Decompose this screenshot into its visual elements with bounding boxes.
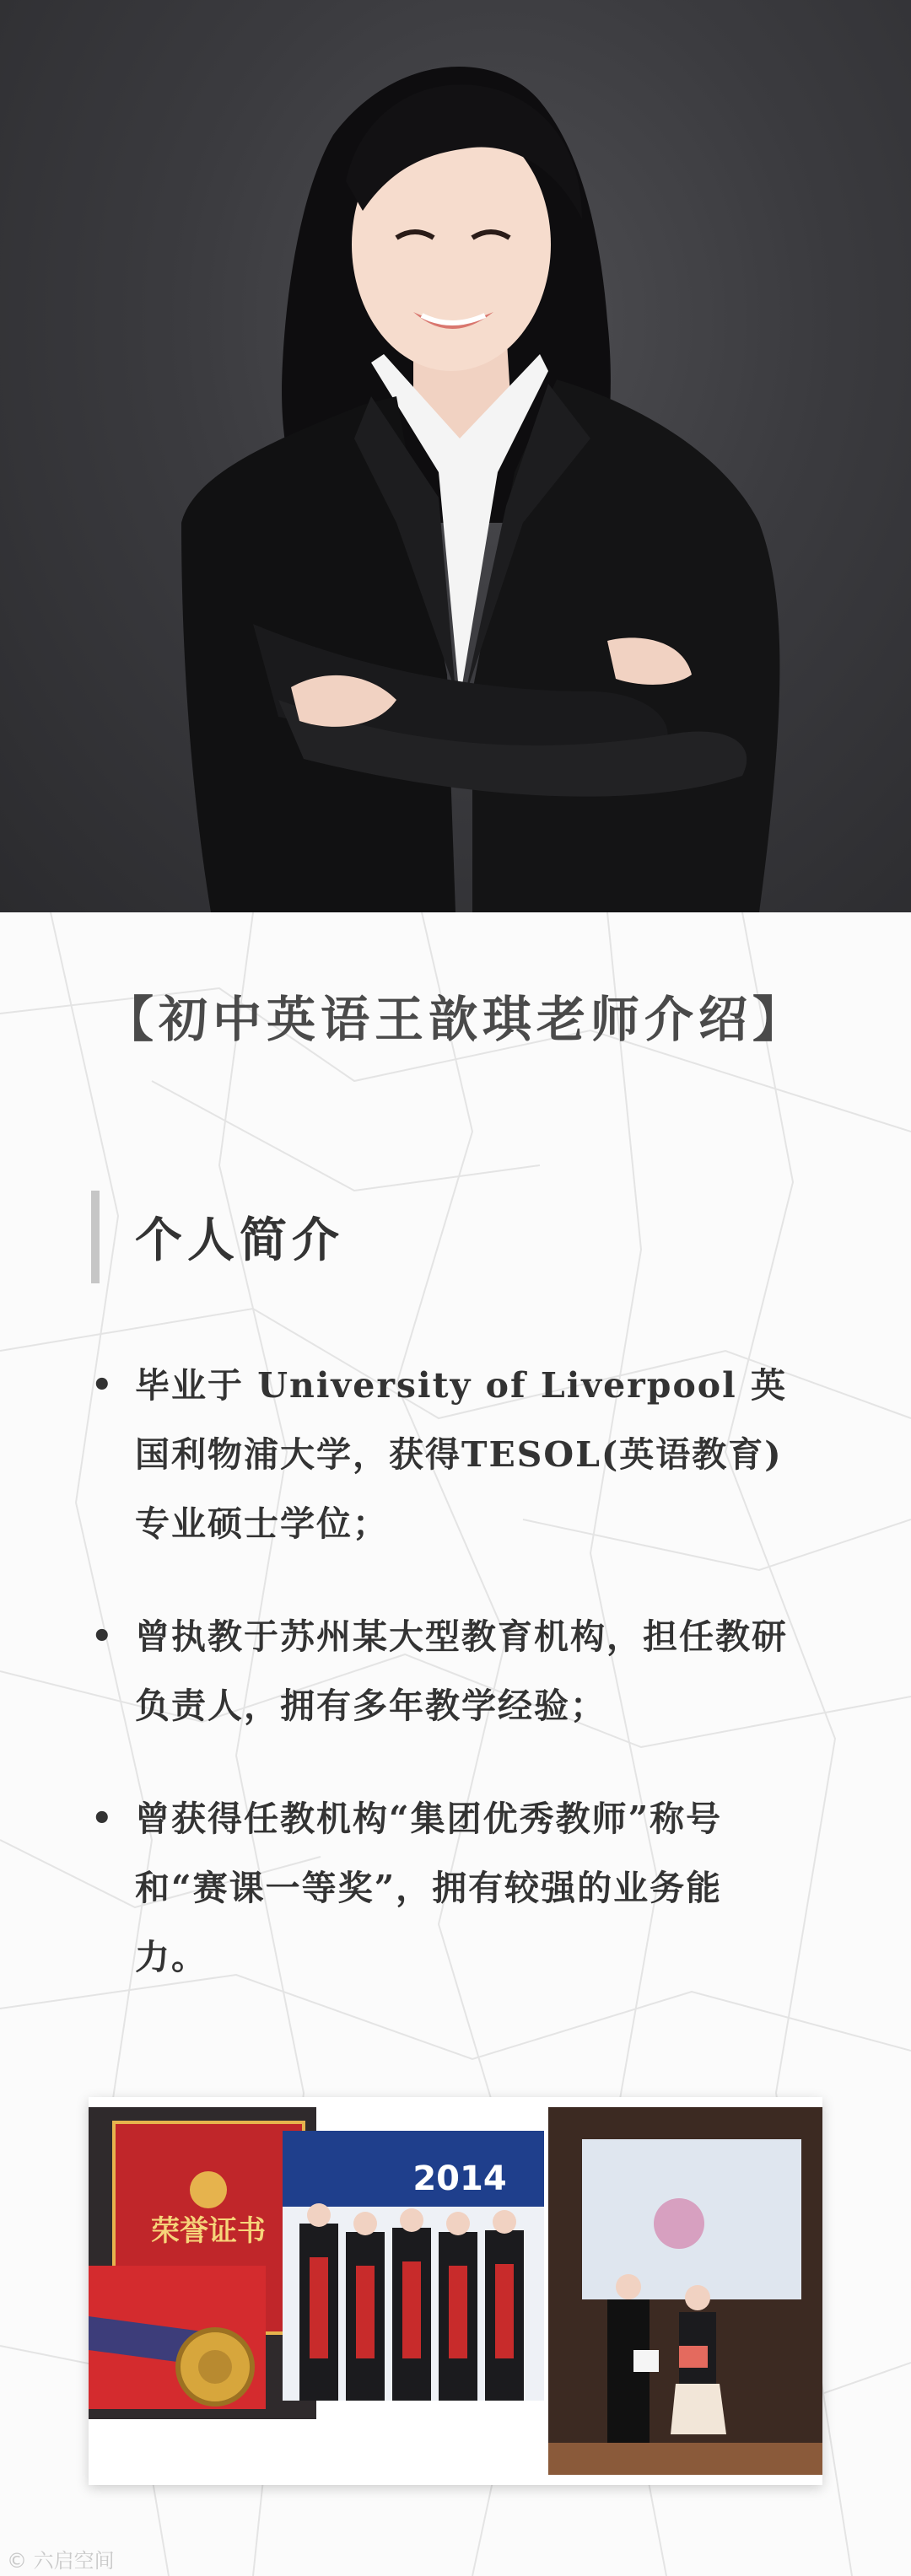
intro-content — [0, 912, 911, 2576]
award-photos — [89, 2097, 822, 2485]
bullet-marker: • — [91, 1799, 115, 1838]
list-item — [91, 1602, 791, 1740]
bullet-text: 曾执教于苏州某大型教育机构，担任教研负责人，拥有多年教学经验； — [135, 1616, 788, 1726]
list-item — [91, 1784, 791, 1992]
banner-text: 2014 — [412, 2159, 507, 2198]
list-item — [91, 1351, 791, 1558]
intro-title: 【初中英语王歆琪老师介绍】 — [104, 991, 806, 1048]
bullet-marker: • — [91, 1365, 115, 1405]
certificate-text: 荣誉证书 — [151, 2214, 266, 2248]
section-title: 个人简介 — [135, 1213, 344, 1268]
bullet-text: 毕业于 University of Liverpool 英国利物浦大学，获得TESOL(英语教育)专业硕士学位； — [135, 1365, 787, 1544]
award-photo-collage — [89, 2097, 822, 2485]
bio-bullet-list — [91, 1351, 791, 2036]
bullet-marker: • — [91, 1616, 115, 1656]
hero-portrait — [0, 0, 911, 912]
teacher-portrait-photo — [0, 0, 911, 912]
section-heading — [91, 1191, 344, 1283]
bullet-text: 曾获得任教机构“集团优秀教师”称号和“赛课一等奖”，拥有较强的业务能力。 — [135, 1799, 723, 1977]
watermark: © 六启空间 — [7, 2549, 115, 2573]
